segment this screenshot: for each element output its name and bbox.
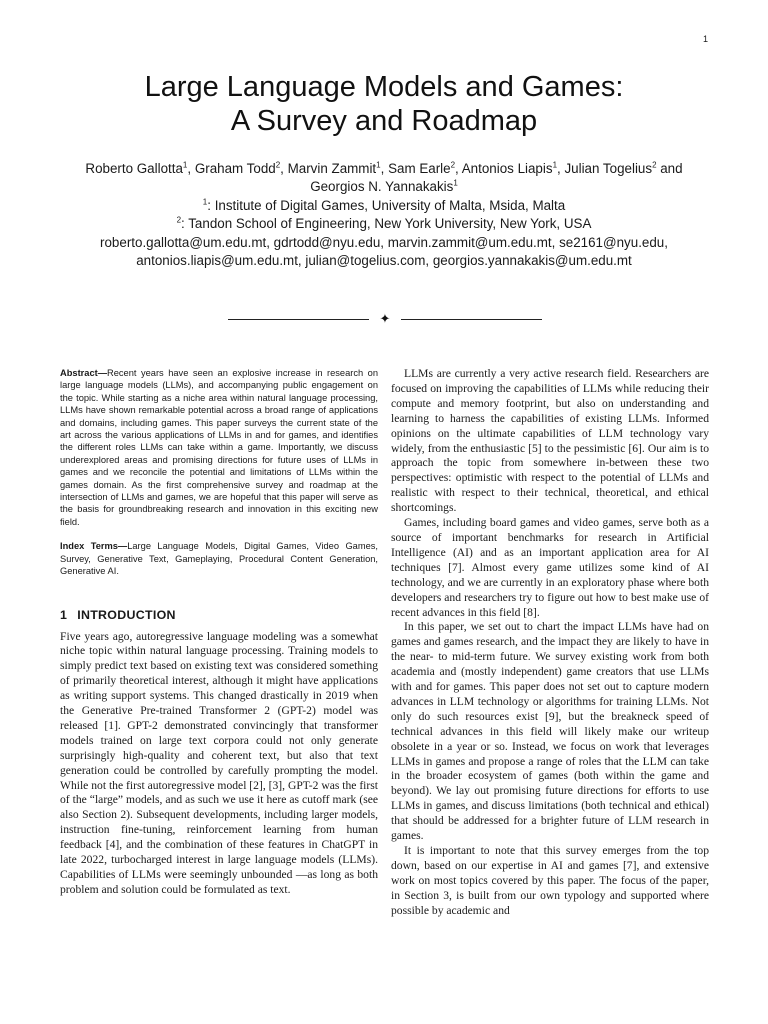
paragraph: It is important to note that this survey emerges from the top down, based on our expertise in AI and games [7], and extensive work on most topics covered by this paper. The focus of the paper, in Section 3, is built from our own typology and supported where possible by academic and: [391, 844, 709, 917]
divider-rule-left: [228, 319, 369, 320]
author-affiliation-mark: 1: [552, 160, 558, 170]
author-separator: ,: [557, 161, 565, 176]
section-heading: [60, 608, 378, 622]
title-line-1: Large Language Models and Games:: [144, 71, 624, 103]
divider-star-icon: ✦: [379, 311, 391, 326]
affiliation-mark: 1: [202, 197, 208, 207]
author-separator: ,: [280, 161, 288, 176]
author-name: Graham Todd: [194, 161, 276, 176]
author-separator: ,: [455, 161, 462, 176]
author-affiliation-mark: 2: [450, 160, 456, 170]
author-separator: ,: [380, 161, 389, 176]
author-block: [40, 160, 728, 270]
abstract: [60, 367, 378, 528]
author-name: Julian Togelius: [564, 161, 653, 176]
paragraph: LLMs are currently a very active research field. Researchers are focused on improving the capabilities of LLMs while reducing their compute and memory footprint, but also on understanding and learning to harness the capabilities of existing LLMs. Informed opinions on the ultimate capabilities of LLM technology vary widely, from the enthusiastic [5] to the pessimistic [6]. Our aim is to approach the topic from somewhere in-between these two perspectives: optimistic with respect to the potential of LLMs and realistic with respect to their technical, theoretical, and ethical shortcomings.: [391, 367, 709, 515]
author-separator: ,: [187, 161, 195, 176]
title-line-2: A Survey and Roadmap: [230, 105, 538, 137]
author-name: Marvin Zammit: [287, 161, 377, 176]
author-line-1: [40, 160, 728, 178]
index-terms: [60, 540, 378, 577]
index-terms-dash: —: [117, 541, 128, 552]
author-name: Antonios Liapis: [461, 161, 553, 176]
left-column: [60, 367, 378, 898]
author-name: Georgios N. Yannakakis: [310, 179, 454, 195]
divider-rule-right: [401, 319, 542, 320]
paper-title: [0, 70, 768, 138]
index-terms-label: Index Terms: [60, 541, 118, 552]
affiliation-1: [40, 197, 728, 215]
affiliation-text: : Tandon School of Engineering, New York University, New York, USA: [181, 216, 592, 232]
author-name: Sam Earle: [388, 161, 451, 176]
affiliation-2: [40, 215, 728, 233]
paragraph: Games, including board games and video games, serve both as a source of important benchmarks for research in Artificial Intelligence (AI) and as an important application area for AI techniques [7]. Almost every game utilizes some kind of AI technology, and we are currently in an exploratory phase where both developers and researchers try to figure out how to best make use of recent advances in this field [8].: [391, 516, 709, 619]
right-column: [391, 367, 709, 919]
abstract-label: Abstract: [60, 368, 98, 378]
emails-line-1: roberto.gallotta@um.edu.mt, gdrtodd@nyu.edu, marvin.zammit@um.edu.mt, se2161@nyu.edu,: [100, 234, 668, 250]
paragraph: Five years ago, autoregressive language modeling was a somewhat niche topic within natural language processing. Training models to simply predict text based on existing text was considered something of primarily theoretical interest, although it might have applications as writing support systems. This changed drastically in 2019 when the Generative Pre-trained Transformer 2 (GPT-2) model was released [1]. GPT-2 demonstrated convincingly that transformer models trained on large text corpora could not only generate surprisingly high-quality and coherent text, but also that text generation could be controlled by carefully prompting the model. While not the first autoregressive model [2], [3], GPT-2 was the first of the “large” models, and as such we use it here as cutoff mark (see also Section 2). Subsequent developments, including larger models, instruction fine-tuning, reinforcement learning from human feedback [4], and the combination of these features in ChatGPT in late 2022, turbocharged interest in large language models (LLMs). Capabilities of LLMs were seemingly unbounded —as long as both problem and solution could be formulated as text.: [60, 629, 379, 896]
author-name: Roberto Gallotta: [85, 161, 183, 176]
emails-line-2: antonios.liapis@um.edu.mt, julian@togelius.com, georgios.yannakakis@um.edu.mt: [136, 253, 632, 269]
abstract-dash: —: [97, 368, 108, 378]
index-terms-text: Large Language Models, Digital Games, Video Games, Survey, Generative Text, Gameplaying, Procedural Content Generation, Generative AI.: [60, 541, 378, 577]
author-affiliation-mark: 1: [453, 178, 458, 188]
abstract-text: Recent years have seen an explosive increase in research on large language models (LLMs), and accompanying public engagement on the topic. While starting as a niche area within natural language processing, LLMs have shown remarkable potential across a broad range of applications and domains, including games. This paper surveys the current state of the art across the various applications of LLMs in and for games, and identifies the different roles LLMs can take within a game. Importantly, we discuss underexplored areas and promising directions for future uses of LLMs in games and we reconcile the potential and limitations of LLMs within the games domain. As the first comprehensive survey and roadmap at the intersection of LLMs and games, we are hopeful that this paper will serve as the basis for groundbreaking research and innovation in this exciting new field.: [60, 368, 378, 527]
author-affiliation-mark: 2: [652, 160, 657, 170]
section-divider: [228, 311, 542, 327]
section-number: 1: [60, 607, 68, 622]
affiliation-text: : Institute of Digital Games, University of Malta, Msida, Malta: [207, 197, 566, 213]
paragraph: In this paper, we set out to chart the impact LLMs have had on games and games research, and the impact they are likely to have in the near- to mid-term future. We survey existing work from both academia and (mostly independent) game creators that use LLMs with and for games. This paper does not set out to capture modern advances in LLM technology or algorithms for training LLMs. Not only do such resources exist [9], but the breakneck speed of technical advances in this field will likely make our writeup obsolete in a year or so. Instead, we focus on work that leverages LLMs in games and propose a range of roles that the LLM can take in the broader ecosystem of games (both within the game and beyond). We lay out promising future directions for efforts to use LLMs in games, and discuss limitations (both technical and ethical) that should be addressed for a brighter future of LLM research in games.: [391, 620, 709, 843]
author-affiliation-mark: 1: [376, 160, 381, 170]
page-number: 1: [702, 34, 708, 44]
author-line-2: [40, 178, 728, 196]
affiliation-mark: 2: [176, 215, 182, 225]
section-title: INTRODUCTION: [77, 607, 176, 622]
author-affiliation-mark: 1: [182, 160, 188, 170]
author-affiliation-mark: 2: [275, 160, 281, 170]
author-separator: and: [656, 161, 683, 176]
